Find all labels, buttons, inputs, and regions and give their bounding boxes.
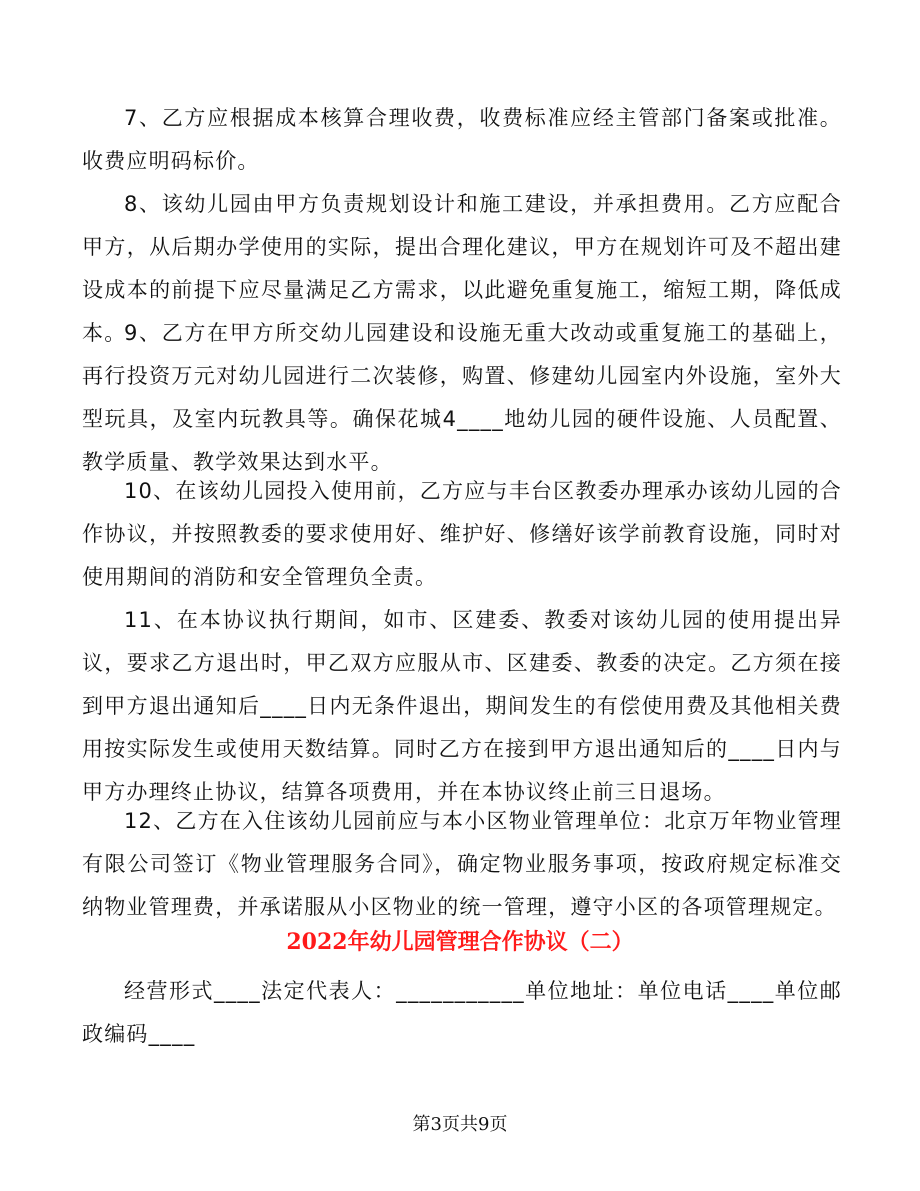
paragraph-11: 11、在本协议执行期间，如市、区建委、教委对该幼儿园的使用提出异议，要求乙方退出时，甲乙双方应服从市、区建委、教委的决定。乙方须在接到甲方退出通知后____日内无条件退出，期间发生的有偿使用费及其他相关费用按实际发生或使用天数结算。同时乙方在接到甲方退出通知后的____日内与甲方办理终止协议，结算各项费用，并在本协议终止前三日退场。 <box>82 608 842 804</box>
paragraph-8: 8、该幼儿园由甲方负责规划设计和施工建设，并承担费用。乙方应配合甲方，从后期办学使用的实际，提出合理化建议，甲方在规划许可及不超出建设成本的前提下应尽量满足乙方需求，以此避免重复施工，缩短工期，降低成本。 <box>82 192 842 345</box>
page-number-footer: 第3页共9页 <box>412 1114 508 1135</box>
paragraph-10: 10、在该幼儿园投入使用前，乙方应与丰台区教委办理承办该幼儿园的合作协议，并按照教委的要求使用好、维护好、修缮好该学前教育设施，同时对使用期间的消防和安全管理负全责。 <box>82 479 842 589</box>
paragraph-9: 9、乙方在甲方所交幼儿园建设和设施无重大改动或重复施工的基础上，再行投资万元对幼儿园进行二次装修，购置、修建幼儿园室内外设施，室外大型玩具，及室内玩教具等。确保花城4____地幼儿园的硬件设施、人员配置、教学质量、教学效果达到水平。 <box>82 321 842 474</box>
paragraph-7: 7、乙方应根据成本核算合理收费，收费标准应经主管部门备案或批准。收费应明码标价。 <box>82 106 842 173</box>
intro-line: 经营形式____法定代表人：___________单位地址：单位电话____单位邮政编码____ <box>82 979 842 1046</box>
section-title: 2022年幼儿园管理合作协议（二） <box>286 929 634 955</box>
paragraph-12: 12、乙方在入住该幼儿园前应与本小区物业管理单位：北京万年物业管理有限公司签订《物业管理服务合同》，确定物业服务事项，按政府规定标准交纳物业管理费，并承诺服从小区物业的统一管理，遵守小区的各项管理规定。 <box>82 809 842 919</box>
